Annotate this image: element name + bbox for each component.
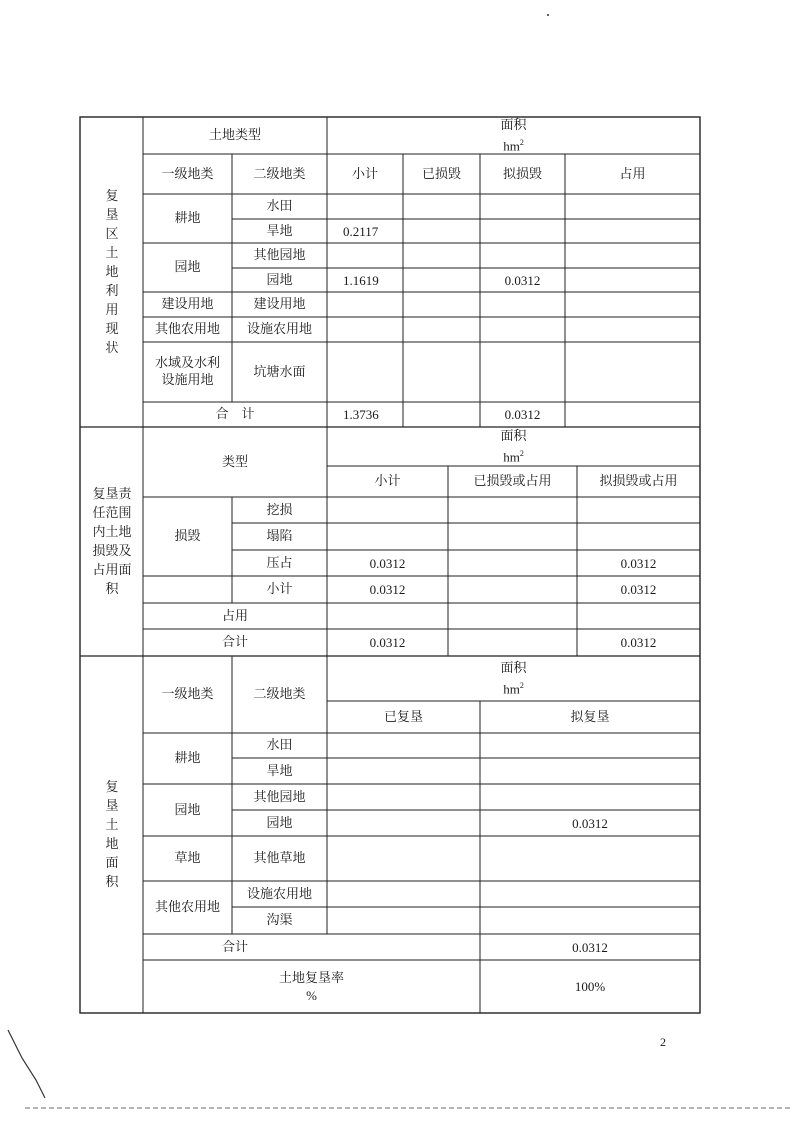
s1-garden-subtotal: 1.1619 [343, 272, 379, 288]
s2-col-subtotal: 小计 [374, 474, 401, 489]
section1-title-char: 复 [105, 189, 119, 204]
s3-unit-sup: 2 [519, 680, 524, 690]
section2-title-line: 复垦责 [92, 487, 132, 502]
s3-ditch-label: 沟渠 [266, 913, 293, 928]
s2-area-unit [503, 445, 524, 465]
s1-paddy-label: 水田 [266, 199, 293, 214]
s1-construction-l2: 建设用地 [253, 297, 306, 312]
s1-col-to-damage: 拟损毁 [502, 166, 542, 182]
s1-unit-text: hm [503, 138, 520, 154]
s2-row-to: 0.0312 [620, 582, 657, 597]
s1-water-l1 [143, 342, 232, 402]
s2-header-area [327, 427, 700, 466]
section2-title-line: 积 [105, 582, 119, 597]
section2-title-line: 内土地 [92, 525, 132, 540]
section2-title [81, 428, 143, 656]
section1-title-char: 用 [105, 303, 119, 318]
section1-title-char: 现 [105, 322, 119, 337]
s3-unit-text: hm [503, 681, 520, 697]
section3-title-char: 积 [105, 875, 119, 890]
s3-other-grass-label: 其他草地 [253, 851, 306, 866]
s3-grass-label: 草地 [174, 851, 201, 866]
s3-other-garden-label: 其他园地 [253, 789, 306, 805]
s1-other-garden-label: 其他园地 [253, 248, 306, 263]
section2-title-line: 占用面 [92, 563, 132, 578]
s2-row-label: 小计 [266, 582, 293, 597]
s1-col-level1: 一级地类 [161, 166, 214, 182]
section1-title-char: 状 [105, 341, 119, 356]
s1-total-label: 合 计 [215, 407, 255, 422]
section3-title-char: 复 [105, 780, 119, 795]
s1-farmland-label: 耕地 [174, 211, 201, 226]
s3-rate-unit: % [306, 987, 317, 1003]
s1-construction-l1: 建设用地 [161, 297, 214, 312]
s3-col-level1: 一级地类 [161, 687, 214, 702]
s1-col-damaged: 已损毁 [421, 166, 461, 182]
s1-water-l1-line1: 水域及水利 [154, 356, 220, 371]
section3-title-char: 土 [105, 818, 119, 833]
s1-water-l1-line2: 设施用地 [161, 373, 214, 388]
s3-col-to-reclaim: 拟复垦 [570, 709, 610, 725]
section3-title-char: 面 [105, 856, 119, 871]
s3-area-label: 面积 [500, 660, 527, 676]
s3-garden-sub-label: 园地 [266, 815, 293, 831]
s3-header-area [327, 656, 700, 701]
s2-total-subtotal: 0.0312 [369, 635, 406, 650]
s3-rate-label [143, 960, 480, 1013]
section1-title-char: 区 [105, 227, 119, 242]
s1-area-unit [503, 134, 524, 154]
s3-paddy-label: 水田 [266, 738, 293, 753]
s2-row-label: 塌陷 [266, 529, 293, 544]
s2-total-to: 0.0312 [620, 635, 657, 650]
s2-col-to-damage-or-occupy: 拟损毁或占用 [599, 474, 678, 489]
s1-garden-label: 园地 [174, 260, 201, 275]
s2-row-subtotal: 0.0312 [369, 582, 406, 597]
s1-col-level2: 二级地类 [253, 166, 306, 182]
s1-header-area [327, 117, 700, 154]
s3-farmland-label: 耕地 [174, 751, 201, 766]
s1-total-subtotal: 1.3736 [343, 407, 379, 422]
s3-total-to-reclaim: 0.0312 [572, 939, 608, 955]
section1-title-char: 利 [105, 284, 119, 299]
s1-garden-sub-label: 园地 [266, 272, 293, 288]
section2-title-line: 任范围 [92, 506, 132, 521]
s1-garden-to-damage: 0.0312 [504, 272, 541, 288]
s3-garden-label: 园地 [174, 802, 201, 818]
s2-unit-text: hm [503, 449, 520, 465]
section1-title-char: 垦 [105, 208, 119, 223]
s3-dryland-label: 旱地 [266, 763, 293, 779]
s1-dryland-label: 旱地 [266, 223, 293, 239]
section1-title-char: 土 [105, 246, 119, 261]
s1-dryland-subtotal: 0.2117 [343, 223, 379, 239]
s1-unit-sup: 2 [519, 137, 524, 147]
s2-row-subtotal: 0.0312 [369, 555, 406, 571]
s3-rate-label-text: 土地复垦率 [278, 970, 344, 986]
scan-speck [547, 14, 549, 16]
section1-title [81, 118, 143, 427]
s1-water-l2: 坑塘水面 [253, 364, 306, 380]
s1-header-land-type: 土地类型 [208, 128, 261, 143]
s3-garden-to-reclaim: 0.0312 [572, 815, 608, 831]
section1-title-char: 地 [105, 265, 119, 280]
s1-total-to-damage: 0.0312 [504, 407, 541, 422]
s2-row-to: 0.0312 [620, 555, 657, 571]
s3-rate-value: 100% [574, 979, 606, 994]
s3-facility-agri-label: 设施农用地 [246, 886, 312, 902]
s2-occupy-label: 占用 [221, 608, 248, 624]
s1-other-agri-l2: 设施农用地 [246, 322, 312, 337]
s2-col-damaged-or-occupied: 已损毁或占用 [473, 474, 552, 489]
s1-col-occupied: 占用 [619, 166, 646, 182]
s1-other-agri-l1: 其他农用地 [154, 322, 220, 337]
s2-row-label: 压占 [266, 555, 293, 571]
s2-total-label: 合计 [221, 635, 248, 650]
s1-col-subtotal: 小计 [351, 166, 378, 182]
s3-other-agri-label: 其他农用地 [154, 900, 220, 915]
s2-header-type: 类型 [221, 454, 248, 470]
s3-total-label: 合计 [221, 939, 248, 955]
s1-area-label: 面积 [500, 117, 527, 133]
s2-unit-sup: 2 [519, 448, 524, 458]
s3-area-unit [503, 677, 524, 697]
s3-col-level2: 二级地类 [253, 687, 306, 702]
section2-title-line: 损毁及 [92, 544, 132, 559]
section3-title [81, 657, 143, 1013]
section3-title-char: 垦 [105, 799, 119, 814]
section3-title-char: 地 [105, 837, 119, 852]
s3-col-reclaimed: 已复垦 [383, 709, 423, 725]
s2-area-label: 面积 [500, 428, 527, 444]
s2-row-label: 挖损 [266, 502, 293, 518]
s2-damage-group-label: 损毁 [174, 529, 201, 544]
page-number: 2 [660, 1035, 666, 1049]
